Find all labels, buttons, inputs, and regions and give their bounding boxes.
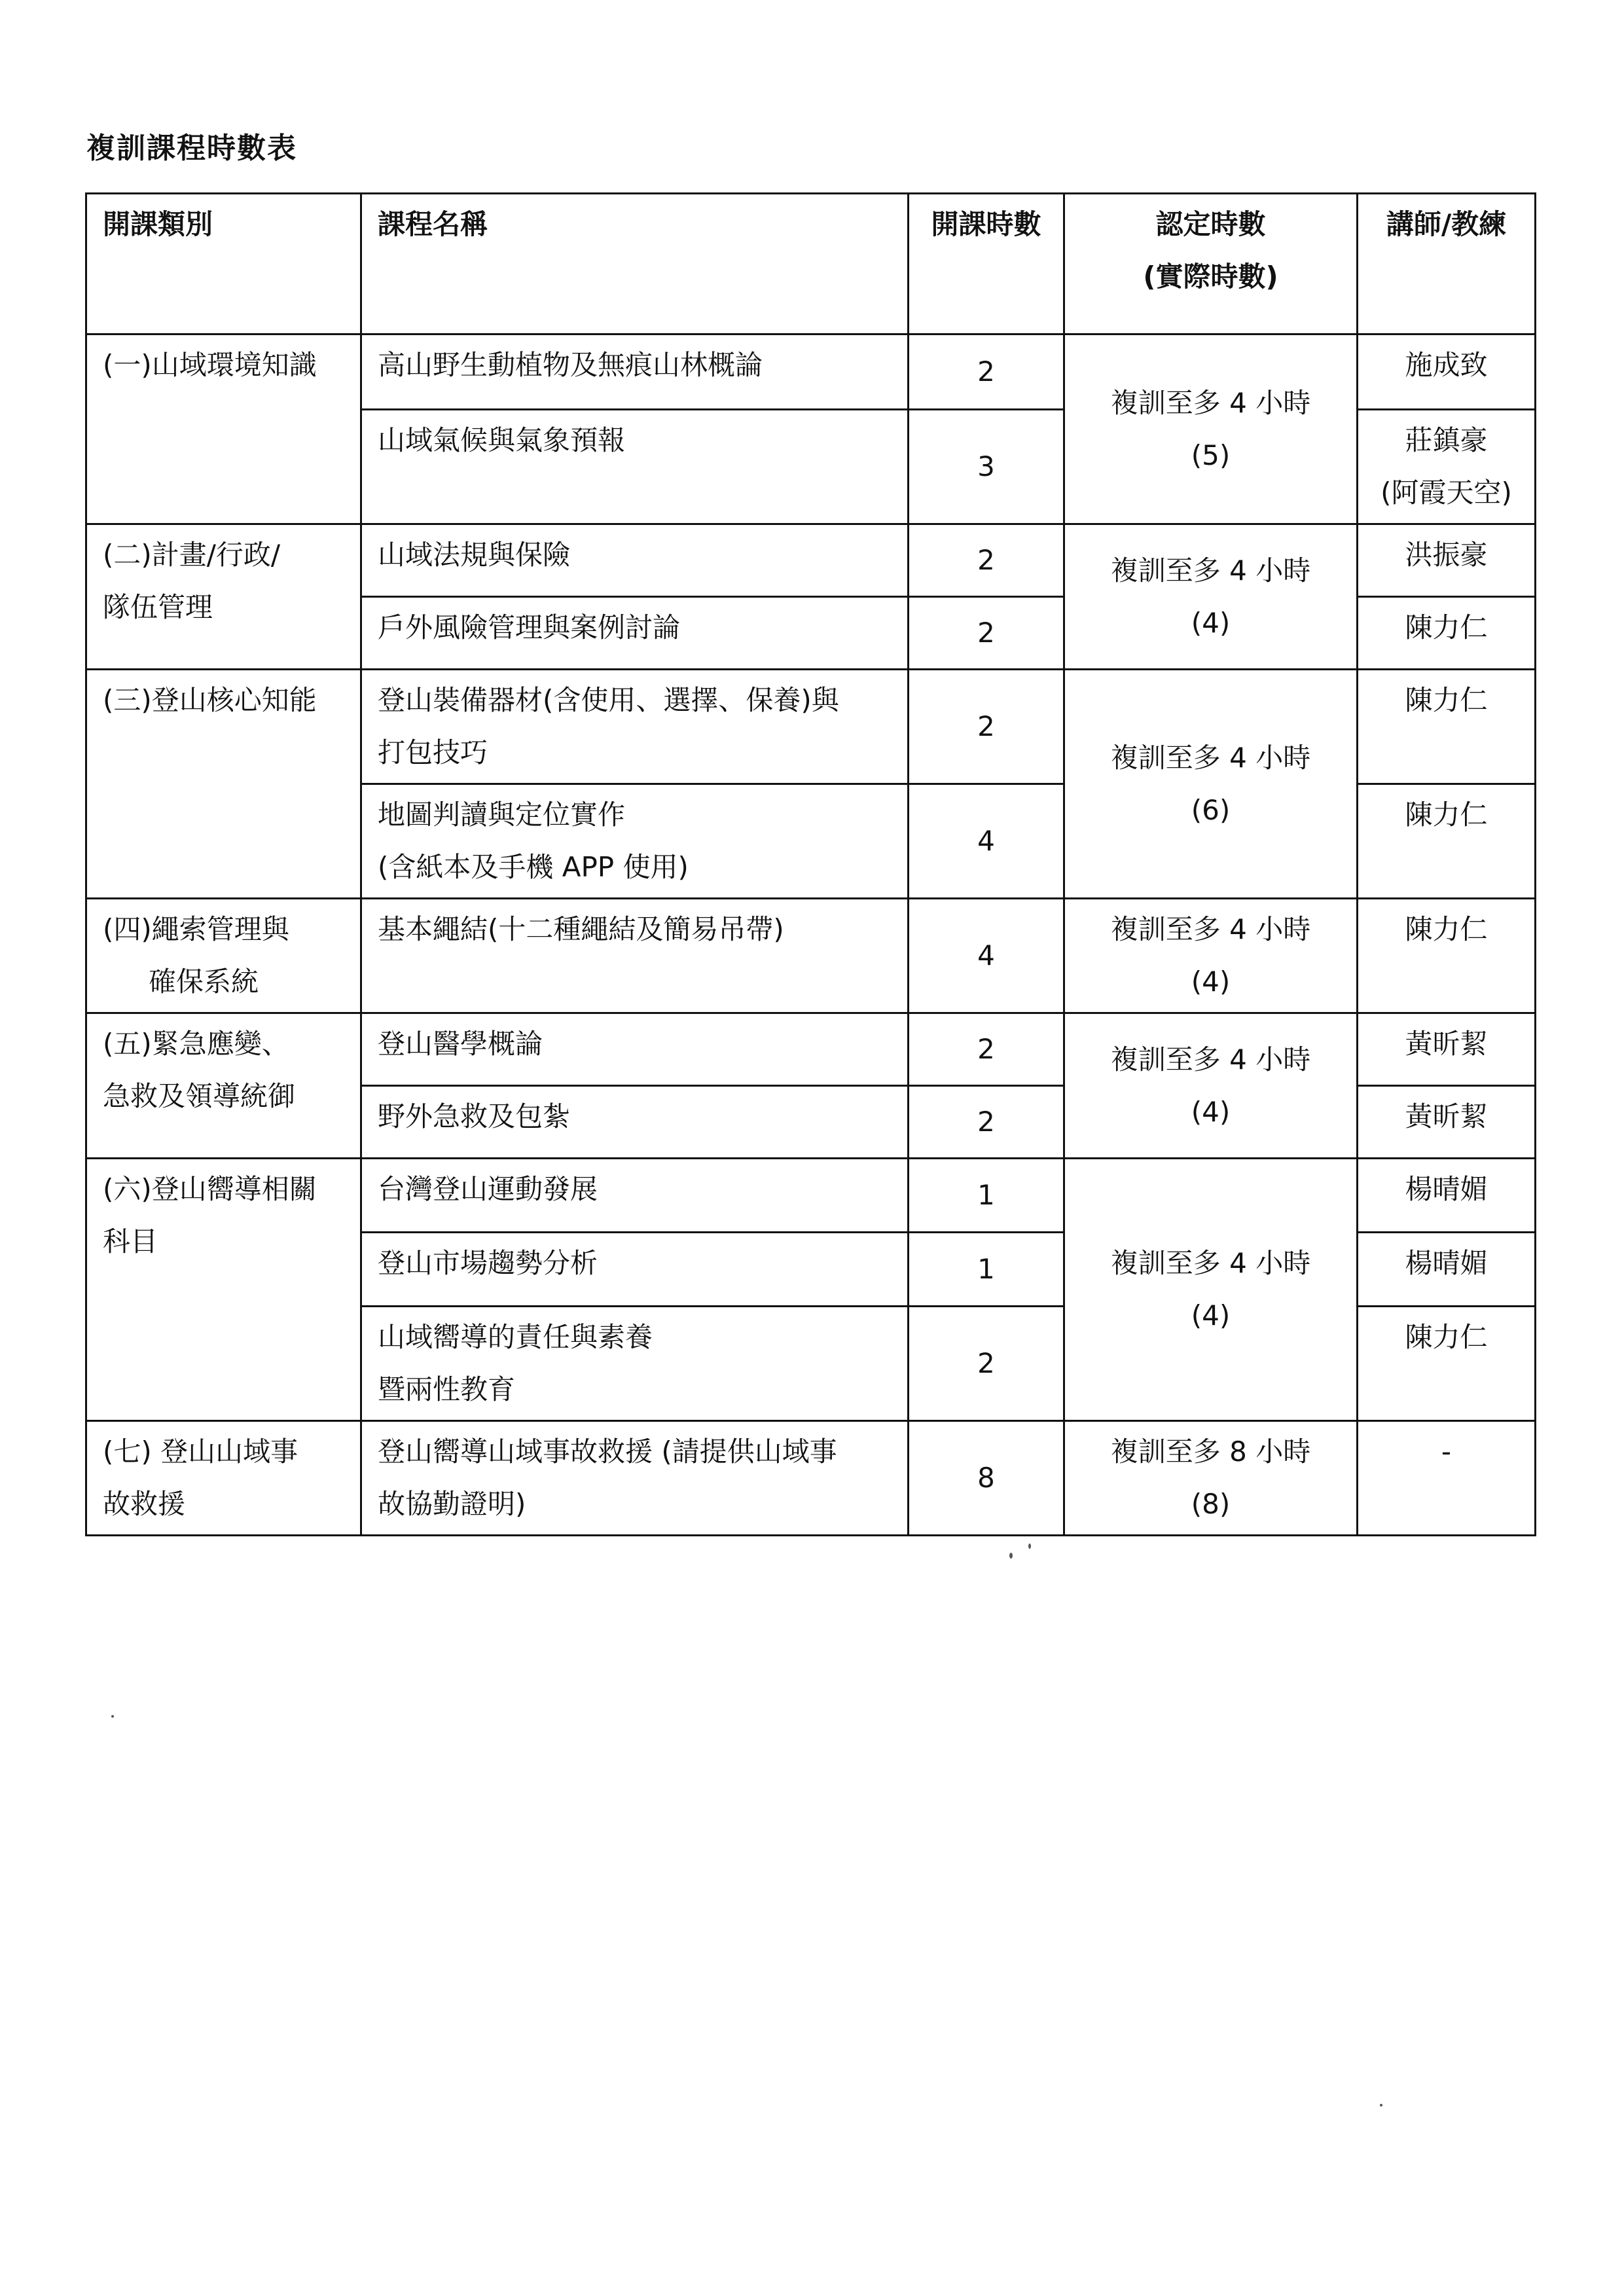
instructor-text: - (1441, 1436, 1452, 1468)
instructor-cell (1358, 1307, 1536, 1421)
hours-cell: 4 (909, 784, 1064, 899)
category-text: (五)緊急應變、 (103, 1028, 289, 1060)
course-text: 登山市場趨勢分析 (378, 1247, 598, 1279)
course-text: 山域法規與保險 (378, 539, 571, 571)
instructor-text: 黃昕絜 (1405, 1028, 1488, 1060)
course-text: 登山嚮導山域事故救援 (請提供山域事 (378, 1436, 837, 1468)
table-row (86, 334, 1536, 410)
header-hours: 開課時數 (909, 194, 1064, 334)
course-cell (361, 1421, 909, 1536)
category-cell (86, 1013, 361, 1159)
table-row (86, 670, 1536, 784)
recognized-hours-cell (1064, 1013, 1358, 1159)
table-row (86, 524, 1536, 597)
recognized-text: 複訓至多 4 小時 (1110, 913, 1311, 945)
hours-cell: 4 (909, 899, 1064, 1013)
recognized-subtext: (8) (1191, 1488, 1231, 1520)
category-cell (86, 670, 361, 899)
recognized-hours-cell (1064, 334, 1358, 524)
recognized-text: 複訓至多 4 小時 (1110, 554, 1311, 587)
instructor-text: 楊晴媚 (1405, 1247, 1488, 1279)
course-subtext: 打包技巧 (378, 736, 488, 768)
recognized-subtext: (4) (1191, 606, 1231, 639)
table-row (86, 1421, 1536, 1536)
hours-cell: 2 (909, 1013, 1064, 1086)
hours-cell: 2 (909, 1086, 1064, 1159)
category-text: (六)登山嚮導相關 (103, 1173, 317, 1205)
instructor-text: 莊鎮豪 (1405, 424, 1488, 456)
recognized-hours-cell (1064, 670, 1358, 899)
category-cell (86, 1159, 361, 1421)
instructor-text: 洪振豪 (1405, 539, 1488, 571)
instructor-text: 楊晴媚 (1405, 1173, 1488, 1205)
instructor-cell (1358, 1013, 1536, 1086)
header-recognized (1064, 194, 1358, 334)
recognized-hours-cell (1064, 899, 1358, 1013)
course-text: 山域嚮導的責任與素養 (378, 1321, 653, 1353)
instructor-cell (1358, 784, 1536, 899)
category-subtext: 隊伍管理 (103, 591, 213, 623)
hours-cell: 2 (909, 524, 1064, 597)
scan-speck (1380, 2104, 1382, 2106)
course-cell (361, 410, 909, 524)
course-text: 山域氣候與氣象預報 (378, 424, 626, 456)
table-row (86, 1013, 1536, 1086)
instructor-cell (1358, 1233, 1536, 1307)
course-text: 登山醫學概論 (378, 1028, 543, 1060)
course-subtext: (含紙本及手機 APP 使用) (378, 851, 689, 883)
header-category: 開課類別 (86, 194, 361, 334)
hours-cell: 1 (909, 1159, 1064, 1233)
recognized-text: 複訓至多 4 小時 (1110, 386, 1311, 419)
course-cell (361, 1233, 909, 1307)
recognized-text: 複訓至多 4 小時 (1110, 1043, 1311, 1075)
category-cell (86, 334, 361, 524)
course-cell (361, 670, 909, 784)
instructor-cell (1358, 597, 1536, 670)
instructor-text: 黃昕絜 (1405, 1100, 1488, 1132)
course-cell (361, 1086, 909, 1159)
course-cell (361, 899, 909, 1013)
instructor-text: 陳力仁 (1405, 799, 1488, 831)
scan-speck (1028, 1544, 1031, 1549)
category-text: (七) 登山山域事 (103, 1436, 298, 1468)
course-cell (361, 597, 909, 670)
category-subtext: 故救援 (103, 1488, 186, 1520)
course-text: 登山裝備器材(含使用、選擇、保養)與 (378, 684, 839, 716)
course-hours-table (85, 192, 1536, 1536)
course-text: 高山野生動植物及無痕山林概論 (378, 349, 763, 381)
recognized-text: 複訓至多 4 小時 (1110, 741, 1311, 774)
course-cell (361, 1159, 909, 1233)
table-header-row (86, 194, 1536, 334)
recognized-text: 複訓至多 4 小時 (1110, 1247, 1311, 1279)
category-text: (三)登山核心知能 (103, 684, 317, 716)
course-subtext: 故協勤證明) (378, 1488, 526, 1520)
page-title: 複訓課程時數表 (86, 132, 297, 165)
header-recognized-sub: (實際時數) (1143, 261, 1278, 293)
category-cell (86, 1421, 361, 1536)
recognized-text: 複訓至多 8 小時 (1110, 1436, 1311, 1468)
instructor-cell (1358, 1421, 1536, 1536)
instructor-text: 陳力仁 (1405, 684, 1488, 716)
hours-cell: 2 (909, 334, 1064, 410)
course-cell (361, 334, 909, 410)
scan-speck (111, 1715, 114, 1718)
category-subtext: 確保系統 (149, 966, 259, 998)
hours-cell: 2 (909, 597, 1064, 670)
course-cell (361, 1307, 909, 1421)
instructor-cell (1358, 410, 1536, 524)
course-text: 野外急救及包紮 (378, 1100, 571, 1132)
recognized-hours-cell (1064, 1421, 1358, 1536)
table-row (86, 899, 1536, 1013)
hours-cell: 2 (909, 670, 1064, 784)
category-cell (86, 524, 361, 670)
instructor-cell (1358, 670, 1536, 784)
header-instructor: 講師/教練 (1358, 194, 1536, 334)
instructor-cell (1358, 1086, 1536, 1159)
recognized-subtext: (5) (1191, 439, 1231, 471)
course-text: 戶外風險管理與案例討論 (378, 611, 681, 643)
category-text: (二)計畫/行政/ (103, 539, 281, 571)
category-cell (86, 899, 361, 1013)
course-text: 地圖判讀與定位實作 (378, 799, 626, 831)
hours-cell: 1 (909, 1233, 1064, 1307)
course-cell (361, 524, 909, 597)
instructor-cell (1358, 899, 1536, 1013)
hours-cell: 2 (909, 1307, 1064, 1421)
header-recognized-label: 認定時數 (1155, 208, 1266, 240)
recognized-subtext: (6) (1191, 793, 1231, 826)
instructor-cell (1358, 1159, 1536, 1233)
instructor-cell (1358, 524, 1536, 597)
course-text: 台灣登山運動發展 (378, 1173, 598, 1205)
table-body (86, 334, 1536, 1536)
category-subtext: 科目 (103, 1225, 158, 1257)
recognized-hours-cell (1064, 1159, 1358, 1421)
category-subtext: 急救及領導統御 (103, 1080, 296, 1112)
hours-cell: 8 (909, 1421, 1064, 1536)
scan-speck (1009, 1553, 1013, 1559)
table-row (86, 1159, 1536, 1233)
recognized-subtext: (4) (1191, 1299, 1231, 1331)
instructor-cell (1358, 334, 1536, 410)
instructor-text: 陳力仁 (1405, 1321, 1488, 1353)
course-cell (361, 784, 909, 899)
instructor-text: 陳力仁 (1405, 611, 1488, 643)
recognized-subtext: (4) (1191, 1095, 1231, 1128)
course-text: 基本繩結(十二種繩結及簡易吊帶) (378, 913, 784, 945)
recognized-subtext: (4) (1191, 966, 1231, 998)
category-text: (四)繩索管理與 (103, 913, 289, 945)
course-subtext: 暨兩性教育 (378, 1373, 516, 1405)
instructor-subtext: (阿霞天空) (1380, 477, 1512, 509)
instructor-text: 陳力仁 (1405, 913, 1488, 945)
header-course: 課程名稱 (361, 194, 909, 334)
course-cell (361, 1013, 909, 1086)
instructor-text: 施成致 (1405, 349, 1488, 381)
hours-cell: 3 (909, 410, 1064, 524)
recognized-hours-cell (1064, 524, 1358, 670)
category-text: (一)山域環境知識 (103, 349, 317, 381)
